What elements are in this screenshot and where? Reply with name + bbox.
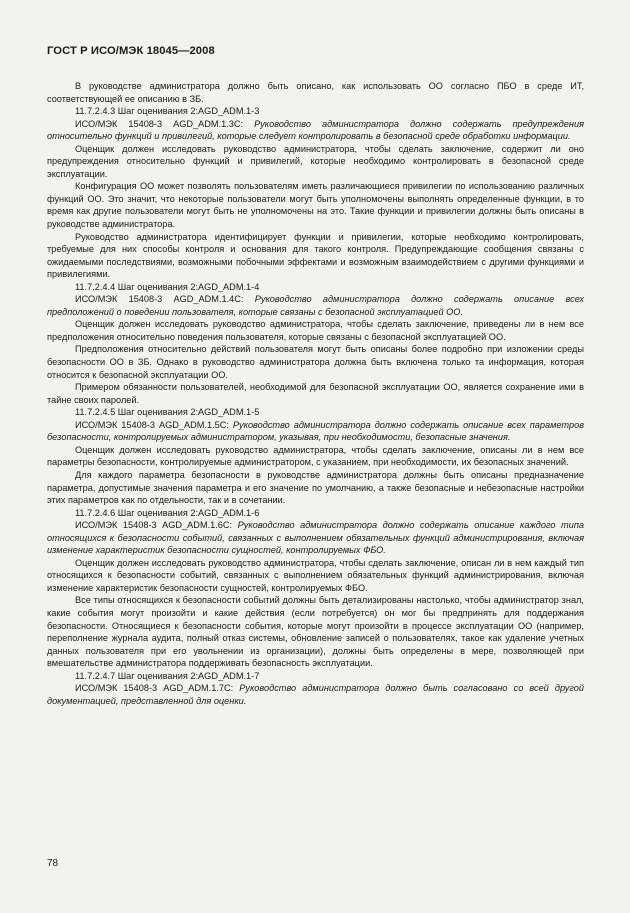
requirement-paragraph: ИСО/МЭК 15408-3 AGD_ADM.1.7С: Руководство администратора должно быть согласовано со всей другой документацией, представленной для оценки. <box>47 683 584 706</box>
step-heading: 11.7.2.4.5 Шаг оценивания 2:AGD_ADM.1-5 <box>75 407 260 418</box>
paragraph: Конфигурация ОО может позволять пользователям иметь различающиеся привилегии по использованию различных функций ОО. Это значит, что некоторые пользователи могут быть уполномочены выполнять определенные функции, в то время как другие пользователи могут быть не уполномочены на это. Такие функции и привилегии должны быть описаны в руководстве администратора. <box>47 181 584 230</box>
paragraph: Оценщик должен исследовать руководство администратора, чтобы сделать заключение, приведены ли в нем все предположения относительно поведения пользователя, которые связаны с безопасной эксплуатацией ОО. <box>47 319 584 342</box>
step-heading: 11.7.2.4.3 Шаг оценивания 2:AGD_ADM.1-3 <box>75 106 260 117</box>
document-body <box>47 80 584 707</box>
paragraph: Оценщик должен исследовать руководство администратора, чтобы сделать заключение, содержит ли оно предупреждения относительно функций и привилегий, которые необходимо контролировать в безопасной среде эксплуатации. <box>47 143 584 179</box>
paragraph: Примером обязанности пользователей, необходимой для безопасной эксплуатации ОО, является сохранение ими в тайне своих паролей. <box>47 382 584 405</box>
step-heading: 11.7.2.4.6 Шаг оценивания 2:AGD_ADM.1-6 <box>75 507 260 518</box>
paragraph: Руководство администратора идентифицирует функции и привилегии, которые необходимо контролировать, требуемые для них способы контроля и основания для такого контроля. Предупреждающие сообщения связаны с ожидаемыми последствиями, возможными побочными эффектами и возможным взаимодействием с другими функциями и привилегиями. <box>47 231 584 280</box>
requirement-paragraph: ИСО/МЭК 15408-3 AGD_ADM.1.5С: Руководство администратора должно содержать описание всех параметров безопасности, контролируемых администратором, указывая, при необходимости, безопасные значения. <box>47 419 584 443</box>
requirement-paragraph: ИСО/МЭК 15408-3 AGD_ADM.1.6С: Руководство администратора должно содержать описание каждого типа относящихся к безопасности событий, связанных с выполнением обязательных функций администрирования, включая изменение характеристик безопасности сущностей, контролируемых ФБО. <box>47 520 584 556</box>
paragraph: Оценщик должен исследовать руководство администратора, чтобы сделать заключение, описаны ли в нем все параметры безопасности, контролируемые администратором, с указанием, при необходимости, их безопасных значений. <box>47 444 584 468</box>
requirement-paragraph: ИСО/МЭК 15408-3 AGD_ADM.1.4С: Руководство администратора должно содержать описание всех предположений о поведении пользователя, которые связаны с безопасной эксплуатацией ОО. <box>47 294 585 317</box>
paragraph: Для каждого параметра безопасности в руководстве администратора должны быть описаны предназначение параметра, допустимые значения параметра и его значение по умолчанию, а также безопасные и небезопасные настройки этих параметров как по отдельности, так и в сочетании. <box>47 469 584 506</box>
document-header: ГОСТ Р ИСО/МЭК 18045—2008 <box>47 45 215 57</box>
step-heading: 11.7.2.4.4 Шаг оценивания 2:AGD_ADM.1-4 <box>75 281 260 292</box>
paragraph: Оценщик должен исследовать руководство администратора, чтобы сделать заключение, описан ли в нем каждый тип относящихся к безопасности событий, связанных с выполнением обязательных функций администрирования, включая изменение характеристик безопасности сущностей, контролируемых ФБО. <box>47 557 584 593</box>
paragraph: В руководстве администратора должно быть описано, как использовать ОО согласно ПБО в среде ИТ, соответствующей ее описанию в ЗБ. <box>47 81 584 104</box>
paragraph: Все типы относящихся к безопасности событий должны быть детализированы настолько, чтобы администратор знал, какие события могут произойти и какие действия (если потребуется) он мог бы предпринять для поддержания безопасности. Относящиеся к безопасности события, которые могут произойти в процессе эксплуатации ОО (например, переполнение журнала аудита, полный отказ системы, обновление записей о пользователях, такое как удаление учетных данных пользователя при его увольнении из организации), должны быть определены в мере, позволяющей при вмешательстве администратора поддерживать безопасность эксплуатации. <box>47 595 584 669</box>
step-heading: 11.7.2.4.7 Шаг оценивания 2:AGD_ADM.1-7 <box>75 670 260 681</box>
paragraph: Предположения относительно действий пользователя могут быть описаны более подробно при изложении среды безопасности ОО в ЗБ. Однако в руководство администратора должна быть включена только та информация, которая относится к безопасной эксплуатации ОО. <box>47 344 584 380</box>
requirement-paragraph: ИСО/МЭК 15408-3 AGD_ADM.1.3С: Руководство администратора должно содержать предупреждения относительно функций и привилегий, которые следует контролировать в безопасной среде обработки информации. <box>47 118 584 142</box>
page-number: 78 <box>47 858 59 869</box>
